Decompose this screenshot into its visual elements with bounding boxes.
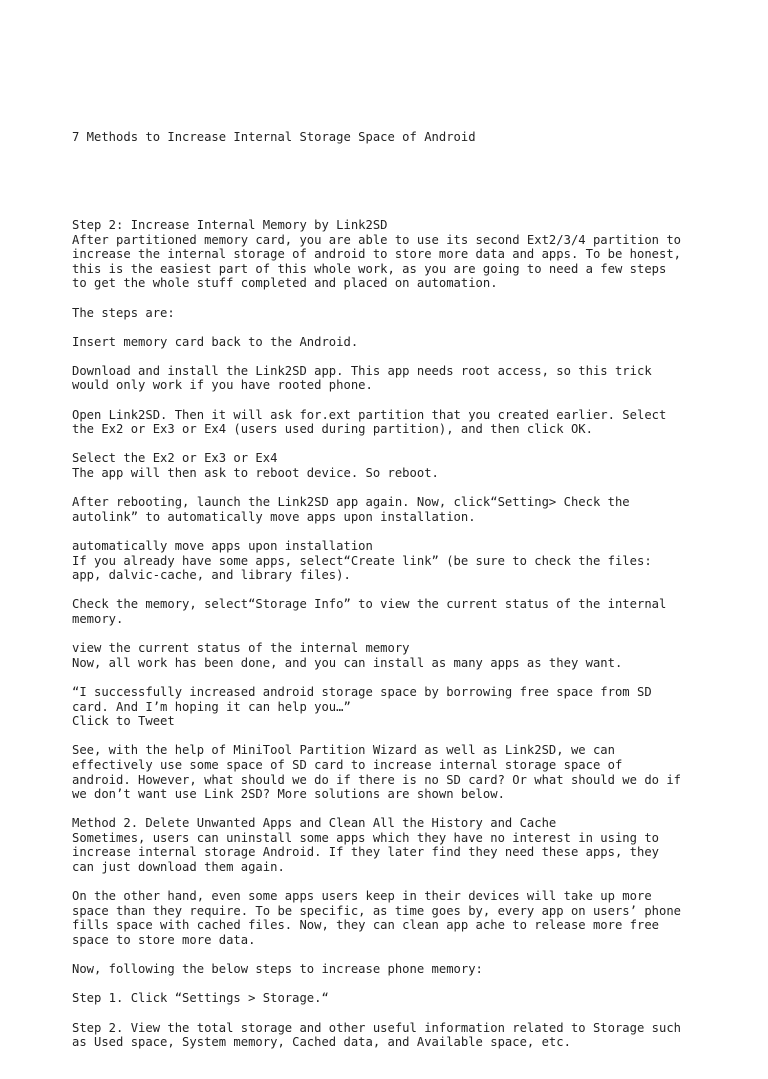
text-line: “I successfully increased android storage space by borrowing free space from SD — [72, 684, 652, 699]
paragraph — [72, 306, 712, 321]
text-line: card. And I’m hoping it can help you…” — [72, 699, 351, 714]
text-line: would only work if you have rooted phone. — [72, 378, 373, 393]
text-line: Step 2. View the total storage and other useful information related to Storage such — [72, 1020, 682, 1035]
paragraph — [72, 335, 712, 350]
text-line: automatically move apps upon installation — [72, 539, 373, 553]
text-line: Method 2. Delete Unwanted Apps and Clean All the History and Cache — [72, 816, 557, 831]
paragraph — [72, 641, 712, 670]
text-line: Now, all work has been done, and you can install as many apps as they want. — [72, 655, 623, 670]
paragraph — [72, 816, 712, 874]
text-line: this is the easiest part of this whole work, as you are going to need a few steps — [72, 261, 667, 276]
text-line: Check the memory, select“Storage Info” to view the current status of the internal — [72, 597, 667, 612]
text-line: The app will then ask to reboot device. So reboot. — [72, 466, 439, 481]
paragraph — [72, 408, 712, 437]
text-line: If you already have some apps, select“Create link” (be sure to check the files: — [72, 553, 652, 568]
text-line: Open Link2SD. Then it will ask for.ext partition that you created earlier. Select — [72, 407, 667, 422]
document-body — [72, 218, 712, 1050]
paragraph — [72, 1021, 712, 1050]
text-line: as Used space, System memory, Cached data, and Available space, etc. — [72, 1035, 571, 1050]
text-line: view the current status of the internal memory — [72, 641, 410, 656]
text-line: memory. — [72, 611, 124, 626]
text-line: increase the internal storage of android to store more data and apps. To be honest, — [72, 247, 682, 262]
paragraph — [72, 218, 712, 291]
text-line: android. However, what should we do if there is no SD card? Or what should we do if — [72, 772, 682, 787]
text-line: effectively use some space of SD card to increase internal storage space of — [72, 757, 623, 772]
paragraph — [72, 962, 712, 977]
document-page — [72, 72, 712, 1079]
text-line: Now, following the below steps to increase phone memory: — [72, 962, 483, 977]
paragraph — [72, 991, 712, 1006]
paragraph — [72, 597, 712, 626]
paragraph — [72, 685, 712, 729]
paragraph — [72, 539, 712, 583]
text-line: space to store more data. — [72, 933, 256, 948]
text-line: The steps are: — [72, 305, 175, 320]
paragraph — [72, 451, 712, 480]
text-line: increase internal storage Android. If they later find they need these apps, they — [72, 845, 659, 860]
text-line: the Ex2 or Ex3 or Ex4 (users used during partition), and then click OK. — [72, 422, 593, 437]
text-line: Step 2: Increase Internal Memory by Link2SD — [72, 217, 388, 232]
text-line: to get the whole stuff completed and placed on automation. — [72, 276, 498, 291]
text-line: Insert memory card back to the Android. — [72, 334, 359, 349]
text-line: After partitioned memory card, you are able to use its second Ext2/3/4 partition to — [72, 232, 682, 247]
text-line: Download and install the Link2SD app. This app needs root access, so this trick — [72, 363, 652, 378]
text-line: app, dalvic-cache, and library files). — [72, 568, 351, 583]
paragraph — [72, 495, 712, 524]
paragraph — [72, 364, 712, 393]
paragraph — [72, 743, 712, 801]
text-line: Click to Tweet — [72, 714, 175, 729]
text-line: After rebooting, launch the Link2SD app again. Now, click“Setting> Check the — [72, 495, 630, 510]
text-line: Sometimes, users can uninstall some apps which they have no interest in using to — [72, 830, 659, 845]
text-line: can just download them again. — [72, 860, 285, 875]
text-line: See, with the help of MiniTool Partition Wizard as well as Link2SD, we can — [72, 743, 615, 758]
document-title — [72, 101, 712, 174]
text-line: we don’t want use Link 2SD? More solutions are shown below. — [72, 787, 505, 802]
text-line: Step 1. Click “Settings > Storage.“ — [72, 991, 329, 1006]
text-line: 7 Methods to Increase Internal Storage Space of Android — [72, 130, 476, 145]
text-line: On the other hand, even some apps users keep in their devices will take up more — [72, 889, 652, 904]
text-line: autolink” to automatically move apps upon installation. — [72, 509, 476, 524]
paragraph — [72, 889, 712, 947]
text-line: Select the Ex2 or Ex3 or Ex4 — [72, 451, 278, 466]
text-line: space than they require. To be specific, as time goes by, every app on users’ phone — [72, 903, 682, 918]
text-line: fills space with cached files. Now, they can clean app ache to release more free — [72, 918, 659, 933]
